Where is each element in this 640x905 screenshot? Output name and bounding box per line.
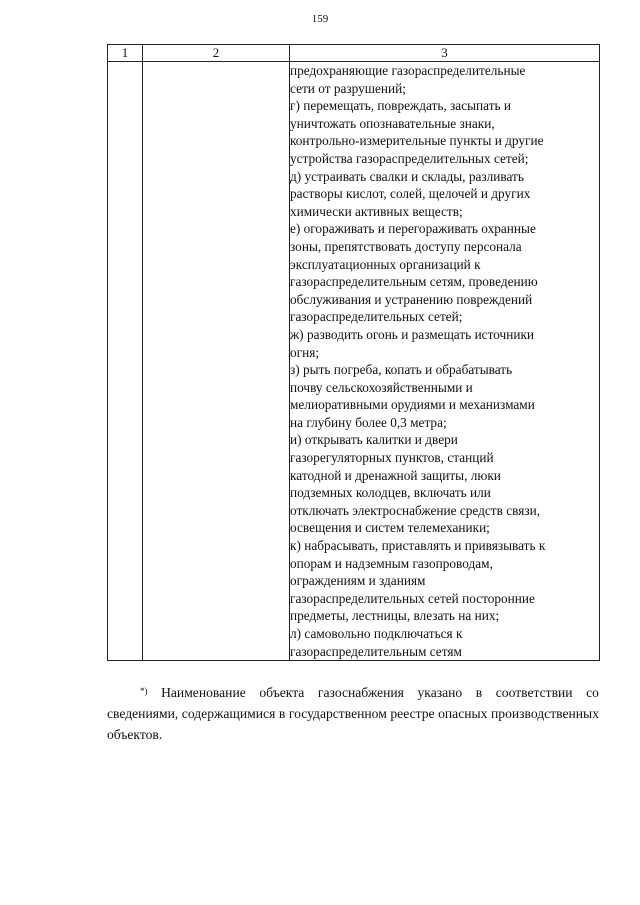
cell-col3 [290, 62, 600, 661]
text-line: отключать электроснабжение средств связи, [290, 502, 541, 518]
footnote [107, 682, 599, 745]
text-line: газораспределительных сетей посторонние [290, 590, 535, 606]
text-line: на глубину более 0,3 метра; [290, 414, 447, 430]
footnote-paragraph [107, 682, 599, 745]
column-header-3: 3 [290, 45, 600, 62]
footnote-marker: *) [140, 686, 148, 696]
text-line: предметы, лестницы, влезать на них; [290, 608, 500, 624]
text-line: катодной и дренажной защиты, люки [290, 467, 501, 483]
text-line: сети от разрушений; [290, 80, 406, 96]
text-line: газораспределительных сетей; [290, 309, 463, 325]
text-line: устройства газораспределительных сетей; [290, 150, 529, 166]
cell-col2 [143, 62, 290, 661]
text-line: е) огораживать и перегораживать охранные [290, 221, 536, 237]
text-line: уничтожать опознавательные знаки, [290, 115, 495, 131]
requirements-table [107, 44, 600, 661]
text-line: газораспределительным сетям [290, 643, 462, 659]
cell-col1 [108, 62, 143, 661]
text-line: и) открывать калитки и двери [290, 432, 458, 448]
text-line: ж) разводить огонь и размещать источники [290, 326, 535, 342]
text-line: газорегуляторных пунктов, станций [290, 450, 494, 466]
text-line: опорам и надземным газопроводам, [290, 555, 493, 571]
text-line: д) устраивать свалки и склады, разливать [290, 168, 524, 184]
text-line: г) перемещать, повреждать, засыпать и [290, 98, 512, 114]
text-line: освещения и систем телемеханики; [290, 520, 490, 536]
table-row [108, 62, 600, 661]
text-line: эксплуатационных организаций к [290, 256, 481, 272]
text-line: зоны, препятствовать доступу персонала [290, 238, 522, 254]
restrictions-text [290, 62, 599, 660]
text-line: химически активных веществ; [290, 203, 463, 219]
text-line: почву сельскохозяйственными и [290, 379, 473, 395]
text-line: растворы кислот, солей, щелочей и других [290, 186, 531, 202]
text-line: подземных колодцев, включать или [290, 485, 491, 501]
text-line: л) самовольно подключаться к [290, 626, 463, 641]
text-line: предохраняющие газораспределительные [290, 63, 526, 78]
column-header-1: 1 [108, 45, 143, 62]
text-line: ограждениям и зданиям [290, 573, 426, 589]
text-line: газораспределительным сетям, проведению [290, 274, 538, 290]
text-line: контрольно-измерительные пункты и другие [290, 133, 544, 149]
page-number: 159 [311, 13, 329, 25]
footnote-text: Наименование объекта газоснабжения указано в соответствии со сведениями, содержащимися в государственном реестре опасных производственных объектов. [107, 685, 599, 742]
text-line: огня; [290, 344, 320, 360]
column-header-2: 2 [143, 45, 290, 62]
text-line: к) набрасывать, приставлять и привязывать к [290, 538, 546, 554]
table-header-row [108, 45, 600, 62]
text-line: обслуживания и устранению повреждений [290, 291, 533, 307]
text-line: мелиоративными орудиями и механизмами [290, 397, 535, 413]
text-line: з) рыть погреба, копать и обрабатывать [290, 362, 513, 378]
